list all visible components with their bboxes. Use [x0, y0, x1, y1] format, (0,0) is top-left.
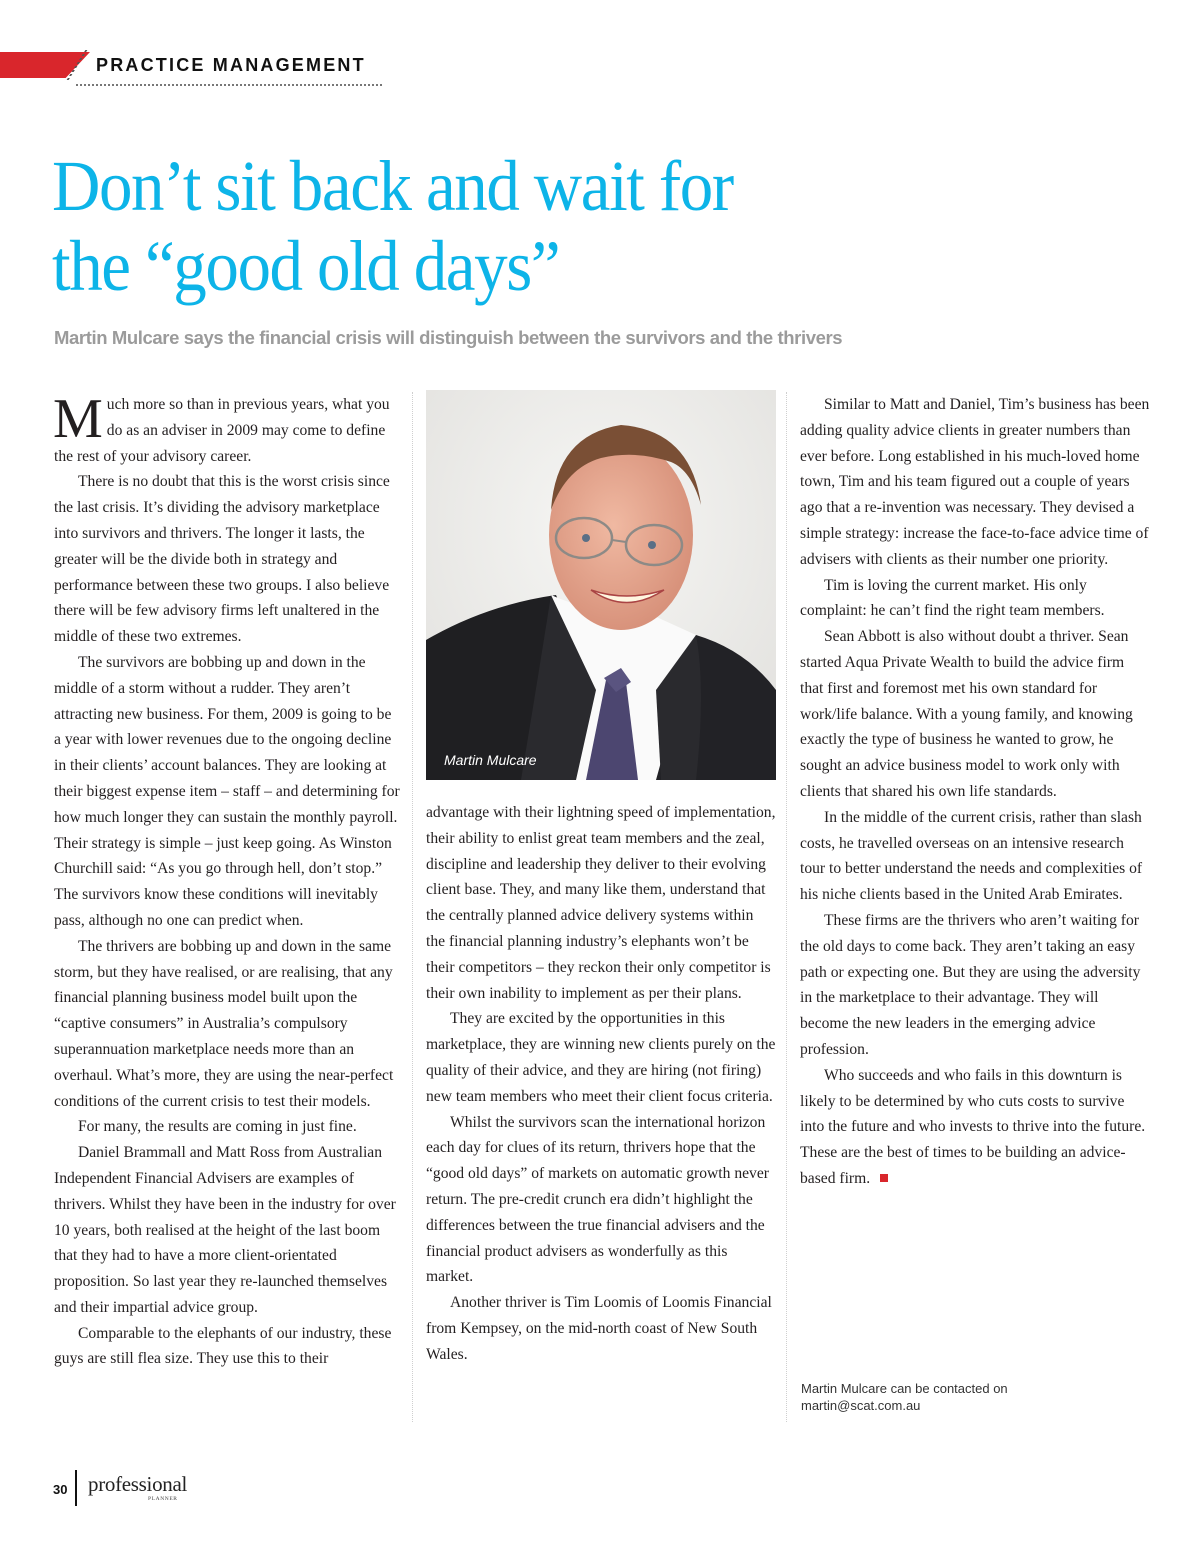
article-paragraph: Comparable to the elephants of our industry, these guys are still flea size. They use this to their	[54, 1324, 392, 1368]
portrait-photo	[426, 390, 776, 780]
article-paragraph: The survivors are bobbing up and down in the middle of a storm without a rudder. They aren’t attracting new business. For them, 2009 is going to be a year with lower revenues due to the ongoing decline in their clients’ account balances. They are looking at their biggest expense item – staff – and determining for how much longer they can sustain the monthly payroll. Their strategy is simple – just keep going. As Winston Churchill said: “As you go through hell, don’t stop.” The survivors know these conditions will inevitably pass, although no one can predict when.	[54, 653, 400, 929]
article-column-1	[53, 388, 400, 1372]
magazine-logo-sub: PLANNER	[148, 1496, 178, 1502]
portrait-illustration	[426, 390, 776, 780]
article-paragraph: These firms are the thrivers who aren’t waiting for the old days to come back. They aren’t taking an easy path or expecting one. But they are using the adversity in the marketplace to their advantage. They will become the new leaders in the emerging advice profession.	[800, 911, 1141, 1058]
article-paragraph: Much more so than in previous years, what you do as an adviser in 2009 may come to define the rest of your advisory career.	[53, 388, 390, 465]
article-paragraph: advantage with their lightning speed of implementation, their ability to enlist great team members and the zeal, discipline and leadership they deliver to their evolving client base. They, and many like them, understand that the centrally planned advice delivery systems within the financial planning industry’s elephants won’t be their competitors – they reckon their only competitor is their own inability to implement as per their plans.	[426, 804, 776, 1002]
contact-line: Martin Mulcare can be contacted on	[801, 1381, 1008, 1396]
article-paragraph: For many, the results are coming in just fine.	[78, 1118, 357, 1136]
article-paragraph: Similar to Matt and Daniel, Tim’s business has been adding quality advice clients in greater numbers than ever before. Long established in his much-loved home town, Tim and his team figured out a couple of years ago that a re-invention was necessary. They devised a simple strategy: increase the face-to-face advice time of advisers with clients as their number one priority.	[800, 396, 1150, 568]
author-contact	[801, 1380, 1008, 1414]
end-of-article-mark	[880, 1174, 888, 1182]
article-paragraph: Tim is loving the current market. His only complaint: he can’t find the right team members.	[800, 576, 1105, 620]
page-number: 30	[53, 1482, 68, 1497]
contact-email: martin@scat.com.au	[801, 1398, 921, 1413]
folio-rule	[75, 1470, 77, 1506]
article-paragraph: In the middle of the current crisis, rather than slash costs, he travelled overseas on an intensive research tour to better understand the needs and complexities of his niche clients based in the United Arab Emirates.	[800, 808, 1143, 904]
article-paragraph: Sean Abbott is also without doubt a thriver. Sean started Aqua Private Wealth to build the advice firm that first and foremost met his own standard for work/life balance. With a young family, and knowing exactly the type of business he wanted to grow, he sought an advice business model to work only with clients that shared his own life standards.	[800, 628, 1133, 800]
article-paragraph: Daniel Brammall and Matt Ross from Australian Independent Financial Advisers are examples of thrivers. Whilst they have been in the industry for over 10 years, both realised at the height of the last boom that they had to have a more client-orientated proposition. So last year they re-launched themselves and their impartial advice group.	[54, 1144, 396, 1316]
article-column-3	[800, 392, 1150, 1192]
article-paragraph: Whilst the survivors scan the international horizon each day for clues of its return, thrivers hope that the “good old days” of markets on automatic growth never return. The pre-credit crunch era didn’t highlight the differences between the true financial advisers and the financial product advisers as wonderfully as this market.	[426, 1113, 769, 1286]
article-paragraph: They are excited by the opportunities in this marketplace, they are winning new clients purely on the quality of their advice, and they are hiring (not firing) new team members who meet their client focus criteria.	[426, 1010, 776, 1105]
magazine-logo: professional	[88, 1472, 188, 1496]
headline	[52, 146, 889, 306]
article-paragraph: The thrivers are bobbing up and down in the same storm, but they have realised, or are realising, that any financial planning business model built upon the “captive consumers” in Australia’s compulsory superannuation marketplace needs more than an overhaul. What’s more, they are using the near-perfect conditions of the current crisis to test their models.	[54, 937, 394, 1110]
article-paragraph: Who succeeds and who fails in this downturn is likely to be determined by who cuts costs to survive into the future and who invests to thrive into the future. These are the best of times to be building an advice-based firm.	[800, 1066, 1146, 1187]
drop-cap: M	[53, 388, 103, 450]
article-paragraph: Another thriver is Tim Loomis of Loomis Financial from Kempsey, on the mid-north coast of New South Wales.	[426, 1294, 772, 1363]
section-dotted-rule	[76, 84, 382, 86]
photo-caption: Martin Mulcare	[444, 752, 537, 768]
article-paragraph: There is no doubt that this is the worst crisis since the last crisis. It’s dividing the advisory marketplace into survivors and thrivers. The longer it lasts, the greater will be the divide both in strategy and performance between these two groups. I also believe there will be few advisory firms left unaltered in the middle of these two extremes.	[54, 473, 390, 646]
column-divider	[412, 392, 413, 1422]
headline-line-2: the “good old days”	[52, 226, 560, 306]
column-divider	[786, 392, 787, 1422]
section-label: PRACTICE MANAGEMENT	[96, 55, 366, 75]
headline-line-1: Don’t sit back and wait for	[52, 146, 733, 226]
article-column-2	[426, 800, 776, 1368]
standfirst: Martin Mulcare says the financial crisis will distinguish between the survivors and the thrivers	[54, 327, 843, 348]
